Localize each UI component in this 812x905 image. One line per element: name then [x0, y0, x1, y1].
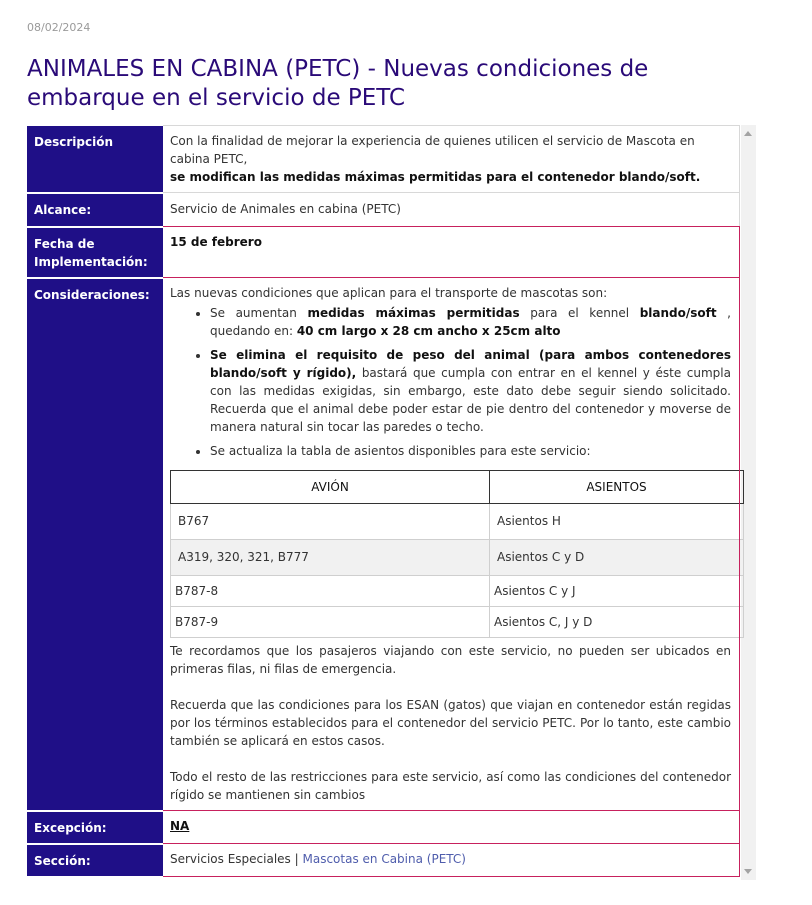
- table-header-row: [171, 471, 744, 504]
- label-descripcion: Descripción: [27, 126, 163, 193]
- excepcion-text: NA: [170, 819, 190, 833]
- header-asientos: ASIENTOS: [490, 471, 744, 504]
- row-consideraciones: [27, 278, 740, 811]
- seccion-separator: |: [294, 852, 299, 866]
- label-alcance: Alcance:: [27, 193, 163, 227]
- table-cell: Asientos C y J: [490, 576, 744, 607]
- table-cell: Asientos C, J y D: [490, 607, 744, 638]
- info-table: [27, 125, 740, 878]
- scroll-up-icon[interactable]: [744, 131, 752, 136]
- row-fecha: [27, 227, 740, 278]
- list-item: • Se actualiza la tabla de asientos disponibles para este servicio:: [210, 442, 731, 460]
- value-seccion: [163, 844, 740, 877]
- seccion-text: Servicios Especiales: [170, 852, 291, 866]
- label-seccion: Sección:: [27, 844, 163, 877]
- label-consideraciones: Consideraciones:: [27, 278, 163, 811]
- page-title: ANIMALES EN CABINA (PETC) - Nuevas condiciones de embarque en el servicio de PETC: [27, 56, 649, 111]
- row-seccion: [27, 844, 740, 877]
- table-cell: A319, 320, 321, B777: [171, 540, 490, 576]
- descripcion-bold: se modifican las medidas máximas permitidas para el contenedor blando/soft.: [170, 170, 701, 184]
- list-item: • Se aumentan medidas máximas permitidas para el kennel blando/soft , quedando en: 40 cm largo x 28 cm ancho x 25cm alto: [210, 304, 731, 340]
- row-descripcion: [27, 126, 740, 193]
- table-row: [171, 540, 744, 576]
- consideraciones-list: [170, 304, 731, 460]
- value-alcance: Servicio de Animales en cabina (PETC): [163, 193, 740, 227]
- consideraciones-intro: Las nuevas condiciones que aplican para el transporte de mascotas son:: [170, 286, 608, 300]
- table-cell: B767: [171, 504, 490, 540]
- table-row: [171, 504, 744, 540]
- note-paragraph: Recuerda que las condiciones para los ESAN (gatos) que viajan en contenedor están regidas por los términos establecidos para el contenedor del servicio PETC. Por lo tanto, este cambio también se aplicará en estos casos.: [170, 698, 731, 748]
- row-excepcion: [27, 811, 740, 844]
- value-descripcion: [163, 126, 740, 193]
- label-excepcion: Excepción:: [27, 811, 163, 844]
- value-consideraciones: [163, 278, 740, 811]
- table-row: [171, 576, 744, 607]
- table-cell: B787-8: [171, 576, 490, 607]
- table-cell: Asientos H: [490, 504, 744, 540]
- list-item: • Se elimina el requisito de peso del animal (para ambos contenedores blando/soft y rígido), bastará que cumpla con entrar en el kennel y éste cumpla con las medidas exigidas, sin embargo, este dato debe seguir siendo solicitado. Recuerda que el animal debe poder estar de pie dentro del contenedor y moverse de manera natural sin tocar las paredes o techo.: [210, 346, 731, 436]
- header-avion: AVIÓN: [171, 471, 490, 504]
- fecha-text: 15 de febrero: [170, 235, 262, 249]
- table-cell: Asientos C y D: [490, 540, 744, 576]
- table-cell: B787-9: [171, 607, 490, 638]
- note-paragraph: Todo el resto de las restricciones para este servicio, así como las condiciones del contenedor rígido se mantienen sin cambios: [170, 770, 731, 802]
- value-excepcion: [163, 811, 740, 844]
- seats-table: [170, 470, 744, 638]
- publish-date: 08/02/2024: [27, 21, 91, 34]
- note-paragraph: Te recordamos que los pasajeros viajando con este servicio, no pueden ser ubicados en primeras filas, ni filas de emergencia.: [170, 644, 731, 676]
- row-alcance: [27, 193, 740, 227]
- table-row: [171, 607, 744, 638]
- scroll-down-icon[interactable]: [744, 869, 752, 874]
- value-fecha: [163, 227, 740, 278]
- seccion-link[interactable]: Mascotas en Cabina (PETC): [302, 852, 466, 866]
- descripcion-text: Con la finalidad de mejorar la experiencia de quienes utilicen el servicio de Mascota en cabina PETC,: [170, 134, 695, 166]
- label-fecha: Fecha de Implementación:: [27, 227, 163, 278]
